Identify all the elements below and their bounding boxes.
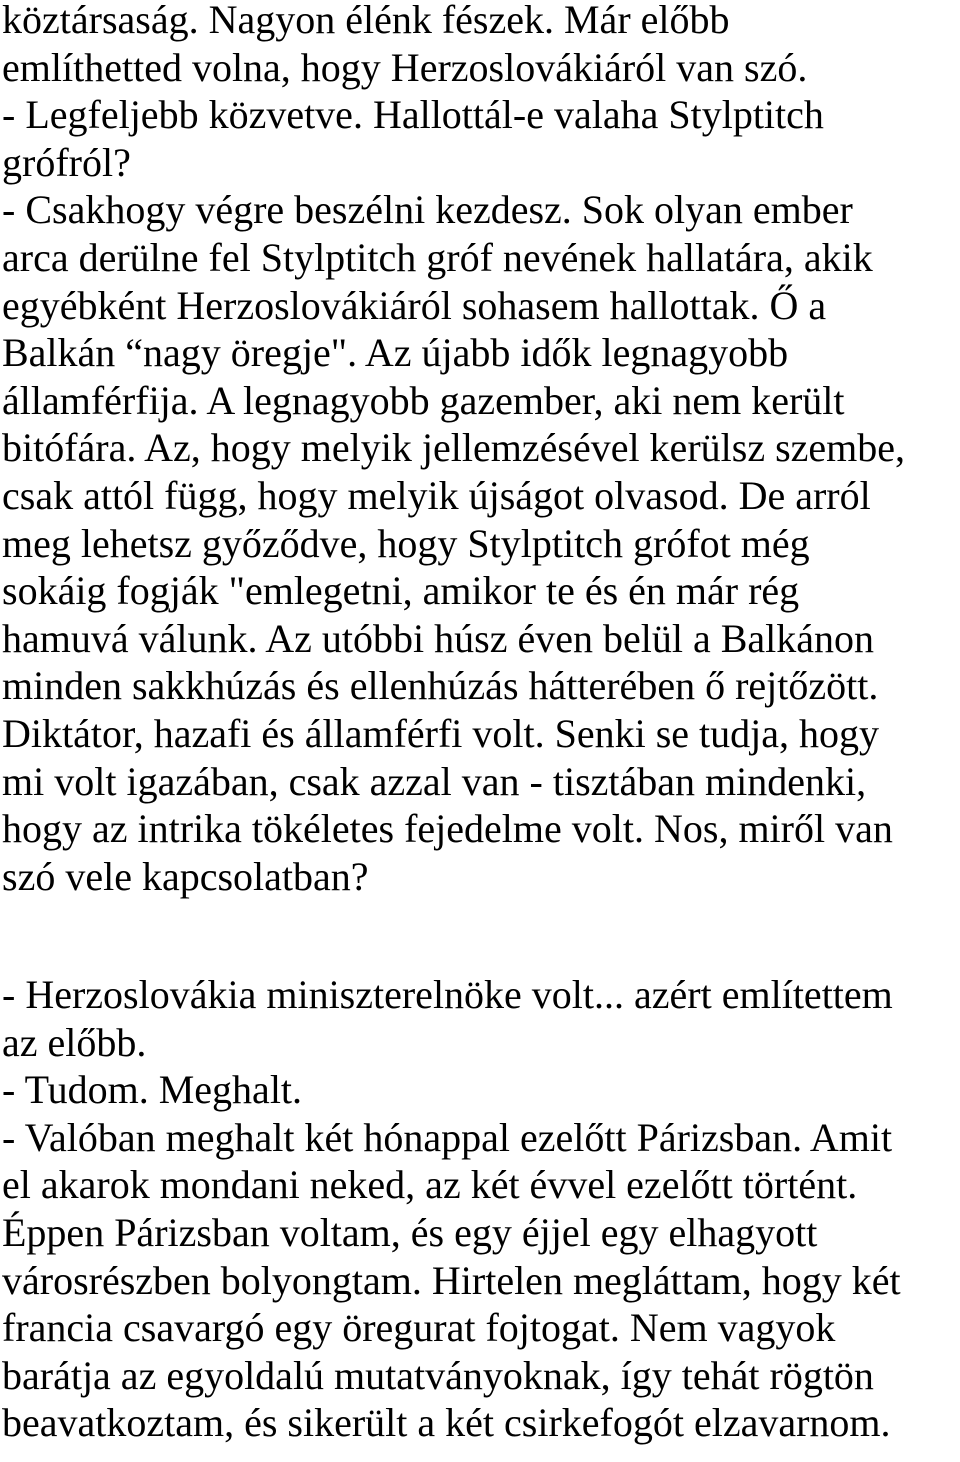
text-line: szó vele kapcsolatban?	[2, 853, 369, 899]
text-line: arca derülne fel Stylptitch gróf nevének hallatára, akik	[2, 234, 873, 280]
text-line: Éppen Párizsban voltam, és egy éjjel egy elhagyott	[2, 1209, 818, 1255]
text-line: Balkán “nagy öregje". Az újabb idők legnagyobb	[2, 330, 789, 376]
text-line: - Valóban meghalt két hónappal ezelőtt Párizsban. Amit	[2, 1114, 893, 1160]
text-line: - Herzoslovákia miniszterelnöke volt... azért említettem	[2, 972, 893, 1017]
text-line: - Tudom. Meghalt.	[2, 1067, 303, 1113]
text-line: az előbb.	[2, 1019, 147, 1065]
paragraph-1	[2, 0, 958, 900]
text-line: államférfija. A legnagyobb gazember, aki nem került	[2, 377, 845, 423]
text-line: sokáig fogják "emlegetni, amikor te és én már rég	[2, 568, 800, 614]
text-line: köztársaság. Nagyon élénk fészek. Már előbb	[2, 0, 730, 42]
text-line: csak attól függ, hogy melyik újságot olvasod. De arról	[2, 472, 871, 518]
text-line: hamuvá válunk. Az utóbbi húsz éven belül a Balkánon	[2, 615, 875, 661]
text-line: francia csavargó egy öregurat fojtogat. Nem vagyok	[2, 1305, 836, 1351]
text-line: említhetted volna, hogy Herzoslovákiáról van szó.	[2, 44, 808, 90]
text-line: bitófára. Az, hogy melyik jellemzésével kerülsz szembe,	[2, 425, 906, 471]
text-line: Diktátor, hazafi és államférfi volt. Senki se tudja, hogy	[2, 710, 880, 756]
text-line: - Legfeljebb közvetve. Hallottál-e valaha Stylptitch	[2, 92, 824, 138]
text-line: minden sakkhúzás és ellenhúzás hátterében ő rejtőzött.	[2, 663, 879, 709]
text-line: mi volt igazában, csak azzal van - tisztában mindenki,	[2, 758, 867, 804]
text-line: - Csakhogy végre beszélni kezdesz. Sok olyan ember	[2, 187, 853, 233]
text-line: hogy az intrika tökéletes fejedelme volt. Nos, miről van	[2, 806, 893, 852]
text-line: beavatkoztam, és sikerült a két csirkefogót elzavarnom.	[2, 1400, 891, 1446]
text-line: el akarok mondani neked, az két évvel ezelőtt történt.	[2, 1162, 858, 1208]
text-line: grófról?	[2, 139, 131, 185]
paragraph-2	[2, 971, 958, 1447]
text-line: városrészben bolyongtam. Hirtelen megláttam, hogy két	[2, 1257, 901, 1303]
text-line: egyébként Herzoslovákiáról sohasem hallottak. Ő a	[2, 282, 827, 328]
text-line: barátja az egyoldalú mutatványoknak, így tehát rögtön	[2, 1352, 874, 1398]
text-line: meg lehetsz győződve, hogy Stylptitch grófot még	[2, 520, 810, 566]
